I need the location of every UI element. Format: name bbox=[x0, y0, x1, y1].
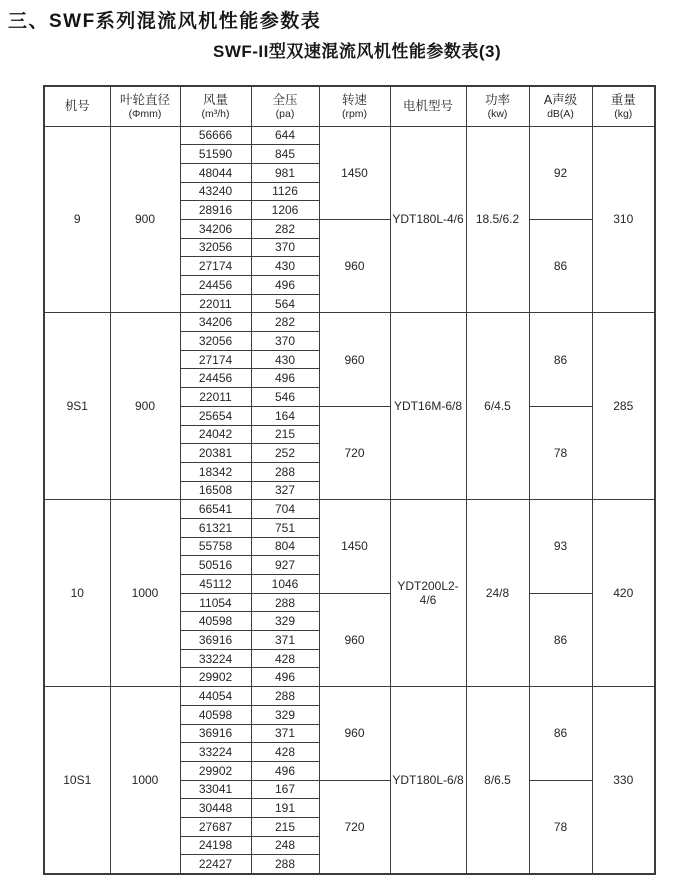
diameter-cell: 1000 bbox=[110, 500, 180, 687]
column-header bbox=[592, 86, 655, 126]
column-header-label: 机号 bbox=[64, 98, 90, 113]
pressure-cell: 751 bbox=[251, 518, 319, 537]
noise-cell: 86 bbox=[529, 687, 592, 780]
table-row bbox=[44, 313, 655, 332]
pressure-cell: 252 bbox=[251, 444, 319, 463]
pressure-cell: 804 bbox=[251, 537, 319, 556]
table-body bbox=[44, 126, 655, 874]
weight-cell: 420 bbox=[592, 500, 655, 687]
motor-cell: YDT180L-4/6 bbox=[390, 126, 466, 313]
flow-cell: 32056 bbox=[180, 238, 251, 257]
model-cell: 10 bbox=[44, 500, 110, 687]
column-header bbox=[44, 86, 110, 126]
column-header-unit: (pa) bbox=[275, 107, 295, 120]
speed-cell: 960 bbox=[319, 687, 390, 780]
flow-cell: 56666 bbox=[180, 126, 251, 145]
speed-cell: 720 bbox=[319, 780, 390, 873]
flow-cell: 22011 bbox=[180, 294, 251, 313]
pressure-cell: 371 bbox=[251, 631, 319, 650]
flow-cell: 66541 bbox=[180, 500, 251, 519]
flow-cell: 50516 bbox=[180, 556, 251, 575]
noise-cell: 86 bbox=[529, 219, 592, 312]
flow-cell: 48044 bbox=[180, 163, 251, 182]
model-cell: 9 bbox=[44, 126, 110, 313]
column-header-label: 重量 bbox=[610, 92, 636, 107]
model-cell: 10S1 bbox=[44, 687, 110, 874]
pressure-cell: 215 bbox=[251, 817, 319, 836]
column-header-label: 风量 bbox=[202, 92, 228, 107]
flow-cell: 27174 bbox=[180, 257, 251, 276]
pressure-cell: 248 bbox=[251, 836, 319, 855]
column-header bbox=[180, 86, 251, 126]
pressure-cell: 164 bbox=[251, 406, 319, 425]
flow-cell: 32056 bbox=[180, 332, 251, 351]
flow-cell: 29902 bbox=[180, 761, 251, 780]
table-header bbox=[44, 86, 655, 126]
flow-cell: 11054 bbox=[180, 593, 251, 612]
flow-cell: 34206 bbox=[180, 219, 251, 238]
column-header bbox=[390, 86, 466, 126]
flow-cell: 36916 bbox=[180, 631, 251, 650]
flow-cell: 24456 bbox=[180, 369, 251, 388]
pressure-cell: 704 bbox=[251, 500, 319, 519]
speed-cell: 960 bbox=[319, 593, 390, 686]
flow-cell: 25654 bbox=[180, 406, 251, 425]
pressure-cell: 370 bbox=[251, 238, 319, 257]
flow-cell: 27174 bbox=[180, 350, 251, 369]
speed-cell: 1450 bbox=[319, 126, 390, 219]
column-header-label: 全压 bbox=[272, 92, 298, 107]
column-header-label: A声级 bbox=[543, 92, 578, 107]
pressure-cell: 564 bbox=[251, 294, 319, 313]
column-header-label: 电机型号 bbox=[402, 98, 453, 113]
pressure-cell: 430 bbox=[251, 257, 319, 276]
noise-cell: 86 bbox=[529, 313, 592, 406]
pressure-cell: 496 bbox=[251, 668, 319, 687]
column-header-unit: (kw) bbox=[487, 107, 508, 120]
pressure-cell: 282 bbox=[251, 219, 319, 238]
pressure-cell: 329 bbox=[251, 705, 319, 724]
motor-cell: YDT180L-6/8 bbox=[390, 687, 466, 874]
pressure-cell: 1206 bbox=[251, 201, 319, 220]
noise-cell: 93 bbox=[529, 500, 592, 593]
flow-cell: 55758 bbox=[180, 537, 251, 556]
speed-cell: 1450 bbox=[319, 500, 390, 593]
flow-cell: 22427 bbox=[180, 855, 251, 874]
flow-cell: 45112 bbox=[180, 575, 251, 594]
speed-cell: 720 bbox=[319, 406, 390, 499]
column-header-unit: (Φmm) bbox=[128, 107, 162, 120]
column-header bbox=[529, 86, 592, 126]
flow-cell: 22011 bbox=[180, 388, 251, 407]
flow-cell: 33224 bbox=[180, 649, 251, 668]
flow-cell: 33041 bbox=[180, 780, 251, 799]
motor-cell: YDT200L2-4/6 bbox=[390, 500, 466, 687]
column-header bbox=[110, 86, 180, 126]
column-header bbox=[319, 86, 390, 126]
flow-cell: 33224 bbox=[180, 743, 251, 762]
table-row bbox=[44, 500, 655, 519]
pressure-cell: 288 bbox=[251, 593, 319, 612]
column-header-label: 转速 bbox=[341, 92, 367, 107]
pressure-cell: 496 bbox=[251, 369, 319, 388]
pressure-cell: 430 bbox=[251, 350, 319, 369]
page-title: 三、SWF系列混流风机性能参数表 bbox=[8, 11, 322, 32]
flow-cell: 40598 bbox=[180, 612, 251, 631]
diameter-cell: 1000 bbox=[110, 687, 180, 874]
weight-cell: 285 bbox=[592, 313, 655, 500]
page-subtitle: SWF-II型双速混流风机性能参数表(3) bbox=[213, 42, 502, 61]
noise-cell: 78 bbox=[529, 780, 592, 873]
column-header-unit: (m³/h) bbox=[201, 107, 230, 120]
flow-cell: 40598 bbox=[180, 705, 251, 724]
column-header-unit: (kg) bbox=[614, 107, 633, 120]
pressure-cell: 327 bbox=[251, 481, 319, 500]
pressure-cell: 428 bbox=[251, 649, 319, 668]
column-header-unit: dB(A) bbox=[547, 107, 574, 120]
speed-cell: 960 bbox=[319, 219, 390, 312]
column-header bbox=[466, 86, 529, 126]
flow-cell: 34206 bbox=[180, 313, 251, 332]
table-row bbox=[44, 687, 655, 706]
parameters-table bbox=[43, 85, 656, 875]
speed-cell: 960 bbox=[319, 313, 390, 406]
pressure-cell: 496 bbox=[251, 761, 319, 780]
model-cell: 9S1 bbox=[44, 313, 110, 500]
flow-cell: 43240 bbox=[180, 182, 251, 201]
pressure-cell: 927 bbox=[251, 556, 319, 575]
diameter-cell: 900 bbox=[110, 126, 180, 313]
flow-cell: 30448 bbox=[180, 799, 251, 818]
motor-cell: YDT16M-6/8 bbox=[390, 313, 466, 500]
pressure-cell: 215 bbox=[251, 425, 319, 444]
noise-cell: 78 bbox=[529, 406, 592, 499]
pressure-cell: 329 bbox=[251, 612, 319, 631]
pressure-cell: 981 bbox=[251, 163, 319, 182]
pressure-cell: 282 bbox=[251, 313, 319, 332]
column-header bbox=[251, 86, 319, 126]
pressure-cell: 288 bbox=[251, 462, 319, 481]
column-header-unit: (rpm) bbox=[341, 107, 368, 120]
flow-cell: 16508 bbox=[180, 481, 251, 500]
pressure-cell: 370 bbox=[251, 332, 319, 351]
pressure-cell: 371 bbox=[251, 724, 319, 743]
table-row bbox=[44, 126, 655, 145]
flow-cell: 61321 bbox=[180, 518, 251, 537]
flow-cell: 36916 bbox=[180, 724, 251, 743]
flow-cell: 29902 bbox=[180, 668, 251, 687]
flow-cell: 20381 bbox=[180, 444, 251, 463]
power-cell: 18.5/6.2 bbox=[466, 126, 529, 313]
flow-cell: 18342 bbox=[180, 462, 251, 481]
weight-cell: 310 bbox=[592, 126, 655, 313]
pressure-cell: 288 bbox=[251, 687, 319, 706]
power-cell: 24/8 bbox=[466, 500, 529, 687]
flow-cell: 44054 bbox=[180, 687, 251, 706]
pressure-cell: 1126 bbox=[251, 182, 319, 201]
power-cell: 6/4.5 bbox=[466, 313, 529, 500]
pressure-cell: 1046 bbox=[251, 575, 319, 594]
pressure-cell: 428 bbox=[251, 743, 319, 762]
pressure-cell: 546 bbox=[251, 388, 319, 407]
flow-cell: 24198 bbox=[180, 836, 251, 855]
diameter-cell: 900 bbox=[110, 313, 180, 500]
pressure-cell: 845 bbox=[251, 145, 319, 164]
pressure-cell: 167 bbox=[251, 780, 319, 799]
pressure-cell: 288 bbox=[251, 855, 319, 874]
pressure-cell: 496 bbox=[251, 276, 319, 295]
column-header-label: 叶轮直径 bbox=[119, 92, 170, 107]
column-header-label: 功率 bbox=[484, 92, 510, 107]
flow-cell: 51590 bbox=[180, 145, 251, 164]
pressure-cell: 191 bbox=[251, 799, 319, 818]
power-cell: 8/6.5 bbox=[466, 687, 529, 874]
flow-cell: 27687 bbox=[180, 817, 251, 836]
noise-cell: 86 bbox=[529, 593, 592, 686]
flow-cell: 28916 bbox=[180, 201, 251, 220]
noise-cell: 92 bbox=[529, 126, 592, 219]
pressure-cell: 644 bbox=[251, 126, 319, 145]
weight-cell: 330 bbox=[592, 687, 655, 874]
flow-cell: 24042 bbox=[180, 425, 251, 444]
flow-cell: 24456 bbox=[180, 276, 251, 295]
